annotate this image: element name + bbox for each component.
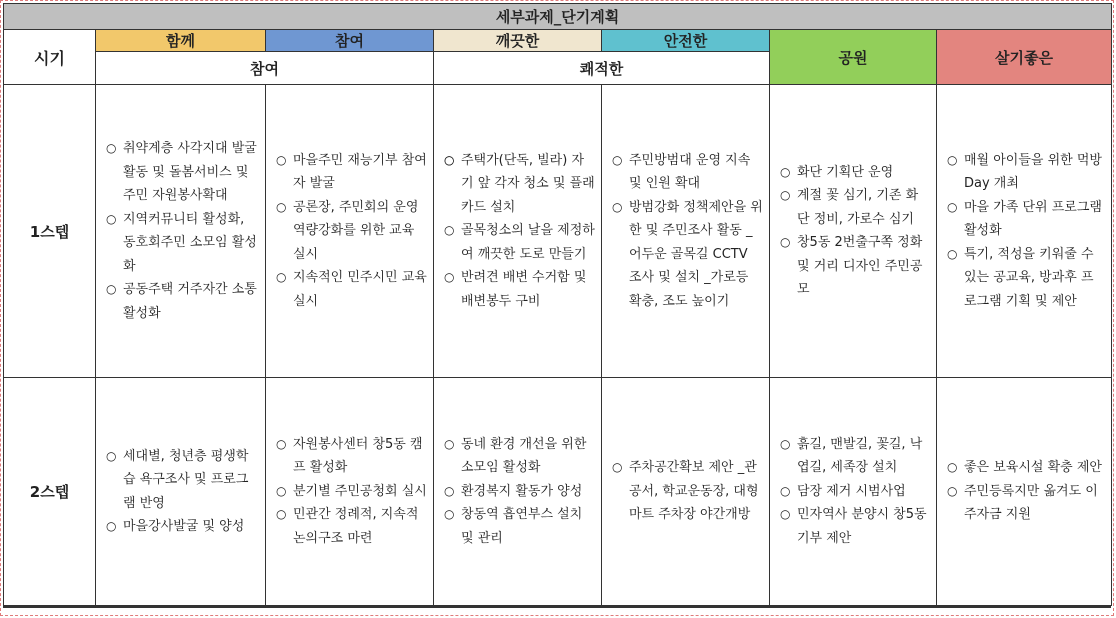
list-item: ○ 창5동 2번출구쪽 정화 및 거리 디자인 주민공모 bbox=[780, 231, 930, 302]
col-header-livable: 살기좋은 bbox=[937, 30, 1112, 85]
cell-step1-clean bbox=[434, 85, 602, 378]
cell-step1-livable bbox=[937, 85, 1112, 378]
col-header-park: 공원 bbox=[770, 30, 937, 85]
list-item: ○ 담장 제거 시범사업 bbox=[780, 480, 930, 504]
cell-step2-safe bbox=[602, 378, 770, 606]
list-item: ○ 공동주택 거주자간 소통 활성화 bbox=[106, 278, 259, 325]
list-item: ○ 공론장, 주민회의 운영 역량강화를 위한 교육 실시 bbox=[276, 196, 427, 267]
list-item: ○ 지역커뮤니티 활성화, 동호회주민 소모임 활성화 bbox=[106, 208, 259, 279]
list-item: ○ 취약계층 사각지대 발굴 활동 및 돌봄서비스 및 주민 자원봉사확대 bbox=[106, 137, 259, 208]
bottom-divider bbox=[3, 606, 1111, 608]
list-item: ○ 방범강화 정책제안을 위한 및 주민조사 활동 _어두운 골목길 CCTV 조사 및 설치 _가로등 확충, 조도 높이기 bbox=[612, 196, 763, 314]
table-row bbox=[4, 85, 1112, 378]
list-item: ○ 골목청소의 날을 제정하여 깨끗한 도로 만들기 bbox=[444, 219, 595, 266]
cell-step2-clean bbox=[434, 378, 602, 606]
list-item: ○ 환경복지 활동가 양성 bbox=[444, 480, 595, 504]
col-header-safe: 안전한 bbox=[602, 30, 770, 52]
list-item: ○ 주차공간확보 제안 _관공서, 학교운동장, 대형마트 주차장 야간개방 bbox=[612, 456, 763, 527]
cell-step2-park bbox=[770, 378, 937, 606]
table-row bbox=[4, 378, 1112, 606]
list-item: ○ 민관간 정례적, 지속적 논의구조 마련 bbox=[276, 503, 427, 550]
list-item: ○ 자원봉사센터 창5동 캠프 활성화 bbox=[276, 433, 427, 480]
list-item: ○ 마을 가족 단위 프로그램 활성화 bbox=[947, 196, 1105, 243]
period-header: 시기 bbox=[4, 30, 96, 85]
list-item: ○ 분기별 주민공청회 실시 bbox=[276, 480, 427, 504]
list-item: ○ 계절 꽃 심기, 기존 화단 정비, 가로수 심기 bbox=[780, 184, 930, 231]
list-item: ○ 주민등록지만 옮겨도 이주자금 지원 bbox=[947, 480, 1105, 527]
list-item: ○ 화단 기획단 운영 bbox=[780, 161, 930, 185]
short-term-plan-table bbox=[3, 3, 1112, 606]
list-item: ○ 민자역사 분양시 창5동 기부 제안 bbox=[780, 503, 930, 550]
col-header-together: 함께 bbox=[96, 30, 266, 52]
cell-step1-park bbox=[770, 85, 937, 378]
stage-label: 2스텝 bbox=[4, 378, 96, 606]
list-item: ○ 동네 환경 개선을 위한 소모임 활성화 bbox=[444, 433, 595, 480]
cell-step1-participation bbox=[266, 85, 434, 378]
col-header-clean: 깨끗한 bbox=[434, 30, 602, 52]
list-item: ○ 특기, 적성을 키워줄 수 있는 공교육, 방과후 프로그램 기획 및 제안 bbox=[947, 243, 1105, 314]
list-item: ○ 주민방범대 운영 지속 및 인원 확대 bbox=[612, 149, 763, 196]
list-item: ○ 주택가(단독, 빌라) 자기 앞 각자 청소 및 플래카드 설치 bbox=[444, 149, 595, 220]
list-item: ○ 마을강사발굴 및 양성 bbox=[106, 515, 259, 539]
list-item: ○ 매월 아이들을 위한 먹방 Day 개최 bbox=[947, 149, 1105, 196]
list-item: ○ 좋은 보육시설 확충 제안 bbox=[947, 456, 1105, 480]
cell-step2-livable bbox=[937, 378, 1112, 606]
group-header-pleasant: 쾌적한 bbox=[434, 52, 770, 85]
cell-step1-together bbox=[96, 85, 266, 378]
list-item: ○ 반려견 배변 수거함 및 배변봉두 구비 bbox=[444, 266, 595, 313]
table-title: 세부과제_단기계획 bbox=[4, 4, 1112, 30]
group-header-participation: 참여 bbox=[96, 52, 434, 85]
list-item: ○ 지속적인 민주시민 교육 실시 bbox=[276, 266, 427, 313]
cell-step2-together bbox=[96, 378, 266, 606]
list-item: ○ 세대별, 청년층 평생학습 욕구조사 및 프로그램 반영 bbox=[106, 445, 259, 516]
list-item: ○ 흙길, 맨발길, 꽃길, 낙엽길, 세족장 설치 bbox=[780, 433, 930, 480]
list-item: ○ 창동역 흡연부스 설치 및 관리 bbox=[444, 503, 595, 550]
cell-step2-participation bbox=[266, 378, 434, 606]
list-item: ○ 마을주민 재능기부 참여자 발굴 bbox=[276, 149, 427, 196]
cell-step1-safe bbox=[602, 85, 770, 378]
stage-label: 1스텝 bbox=[4, 85, 96, 378]
col-header-participation: 참여 bbox=[266, 30, 434, 52]
